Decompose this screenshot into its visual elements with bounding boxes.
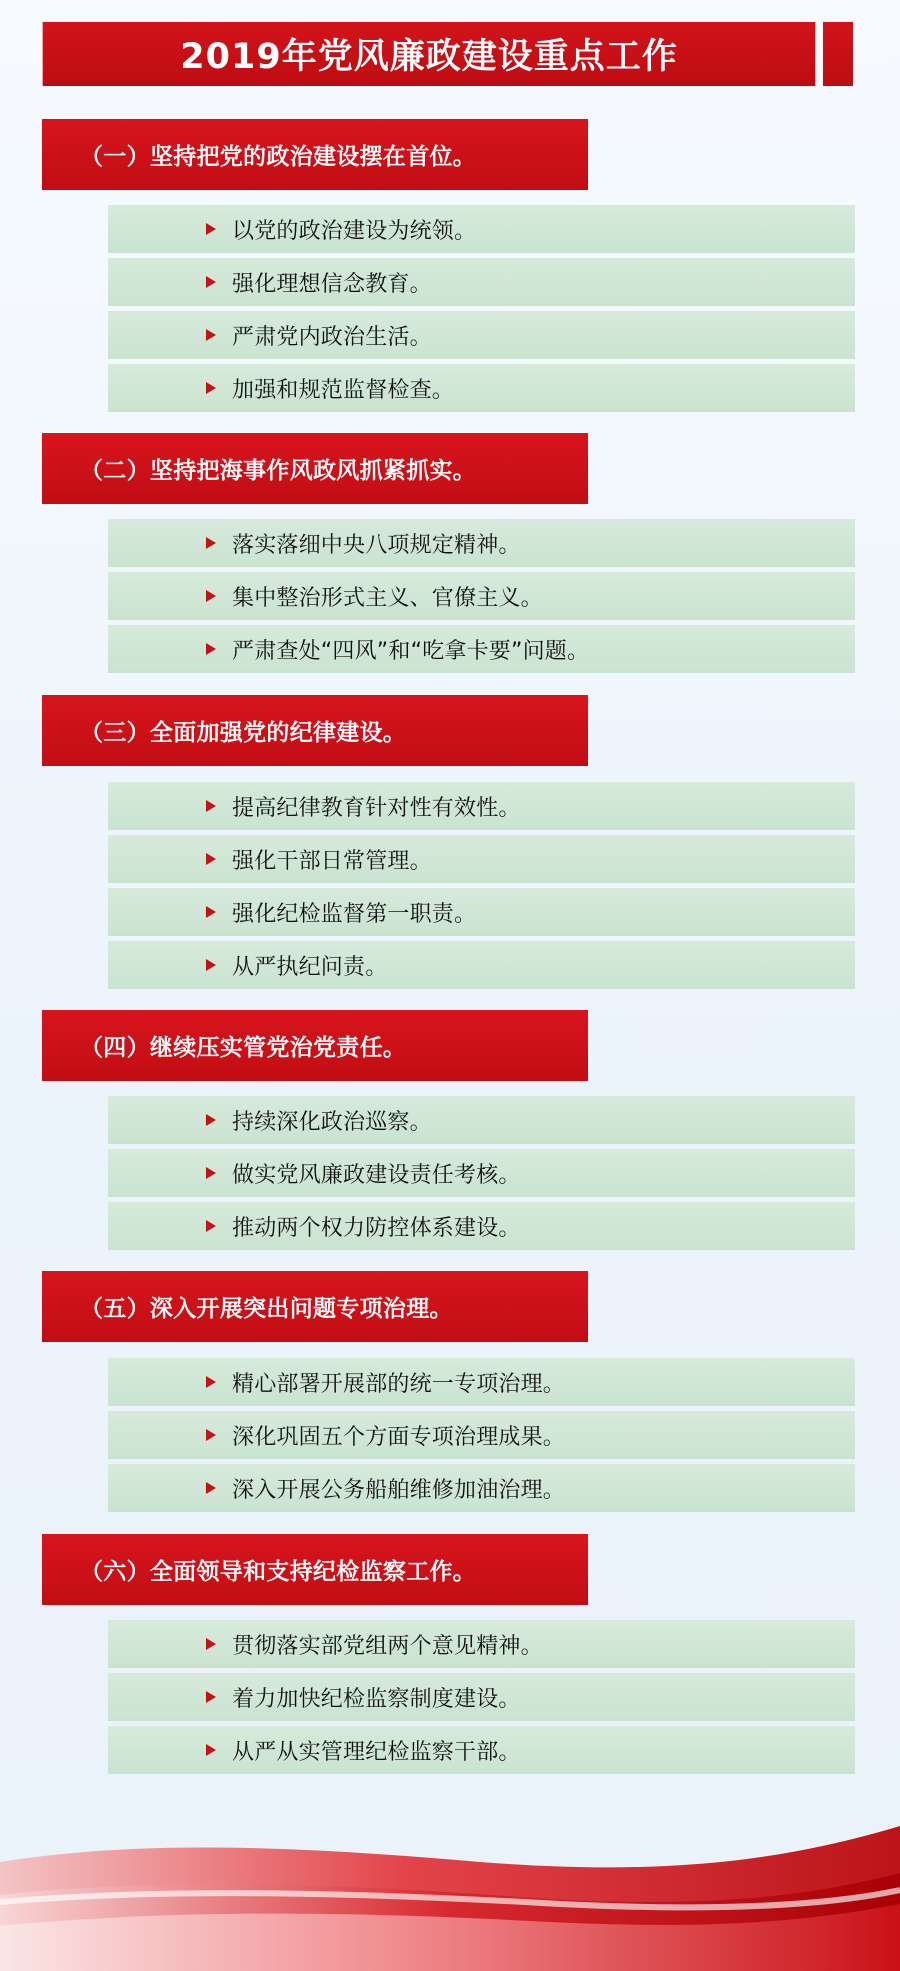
list-item <box>108 941 855 989</box>
list-item <box>108 625 855 673</box>
list-item-text: 集中整治形式主义、官僚主义。 <box>232 585 543 611</box>
list-item <box>108 258 855 306</box>
play-triangle-icon <box>206 1429 216 1441</box>
list-item-text: 推动两个权力防控体系建设。 <box>232 1215 521 1241</box>
play-triangle-icon <box>206 959 216 971</box>
play-triangle-icon <box>206 1167 216 1179</box>
list-item <box>108 205 855 253</box>
play-triangle-icon <box>206 800 216 812</box>
list-item <box>108 1202 855 1250</box>
play-triangle-icon <box>206 382 216 394</box>
list-item-text: 严肃党内政治生活。 <box>232 324 432 350</box>
section-header-3: （三）全面加强党的纪律建设。 <box>42 695 588 766</box>
play-triangle-icon <box>206 537 216 549</box>
section-header-2: （二）坚持把海事作风政风抓紧抓实。 <box>42 433 588 504</box>
play-triangle-icon <box>206 1114 216 1126</box>
section-header-5: （五）深入开展突出问题专项治理。 <box>42 1271 588 1342</box>
play-triangle-icon <box>206 1220 216 1232</box>
list-item-text: 强化理想信念教育。 <box>232 271 432 297</box>
list-item <box>108 1096 855 1144</box>
list-item-text: 持续深化政治巡察。 <box>232 1109 432 1135</box>
page-title: 2019年党风廉政建设重点工作 <box>42 22 816 86</box>
list-item-text: 强化干部日常管理。 <box>232 848 432 874</box>
section-header-6: （六）全面领导和支持纪检监察工作。 <box>42 1534 588 1605</box>
list-item <box>108 1673 855 1721</box>
list-item <box>108 1149 855 1197</box>
list-item <box>108 364 855 412</box>
play-triangle-icon <box>206 1638 216 1650</box>
list-item-text: 落实落细中央八项规定精神。 <box>232 532 521 558</box>
play-triangle-icon <box>206 1482 216 1494</box>
play-triangle-icon <box>206 643 216 655</box>
play-triangle-icon <box>206 329 216 341</box>
list-item-text: 严肃查处“四风”和“吃拿卡要”问题。 <box>232 638 590 664</box>
list-item <box>108 782 855 830</box>
title-accent-bar <box>823 22 853 86</box>
list-item-text: 做实党风廉政建设责任考核。 <box>232 1162 521 1188</box>
list-item-text: 精心部署开展部的统一专项治理。 <box>232 1371 566 1397</box>
section-header-1: （一）坚持把党的政治建设摆在首位。 <box>42 119 588 190</box>
play-triangle-icon <box>206 1376 216 1388</box>
list-item-text: 深化巩固五个方面专项治理成果。 <box>232 1424 566 1450</box>
list-item-text: 深入开展公务船舶维修加油治理。 <box>232 1477 566 1503</box>
red-wave-ribbon <box>0 1750 900 1971</box>
play-triangle-icon <box>206 1691 216 1703</box>
list-item <box>108 572 855 620</box>
play-triangle-icon <box>206 590 216 602</box>
play-triangle-icon <box>206 906 216 918</box>
list-item <box>108 311 855 359</box>
list-item-text: 提高纪律教育针对性有效性。 <box>232 795 521 821</box>
list-item <box>108 519 855 567</box>
list-item <box>108 888 855 936</box>
play-triangle-icon <box>206 276 216 288</box>
play-triangle-icon <box>206 853 216 865</box>
list-item <box>108 1411 855 1459</box>
list-item-text: 强化纪检监督第一职责。 <box>232 901 477 927</box>
list-item-text: 着力加快纪检监察制度建设。 <box>232 1686 521 1712</box>
list-item-text: 贯彻落实部党组两个意见精神。 <box>232 1633 543 1659</box>
list-item <box>108 835 855 883</box>
section-header-4: （四）继续压实管党治党责任。 <box>42 1010 588 1081</box>
list-item <box>108 1620 855 1668</box>
play-triangle-icon <box>206 223 216 235</box>
list-item-text: 从严从实管理纪检监察干部。 <box>232 1739 521 1765</box>
list-item <box>108 1464 855 1512</box>
list-item-text: 以党的政治建设为统领。 <box>232 218 477 244</box>
list-item-text: 从严执纪问责。 <box>232 954 388 980</box>
list-item <box>108 1358 855 1406</box>
list-item-text: 加强和规范监督检查。 <box>232 377 455 403</box>
